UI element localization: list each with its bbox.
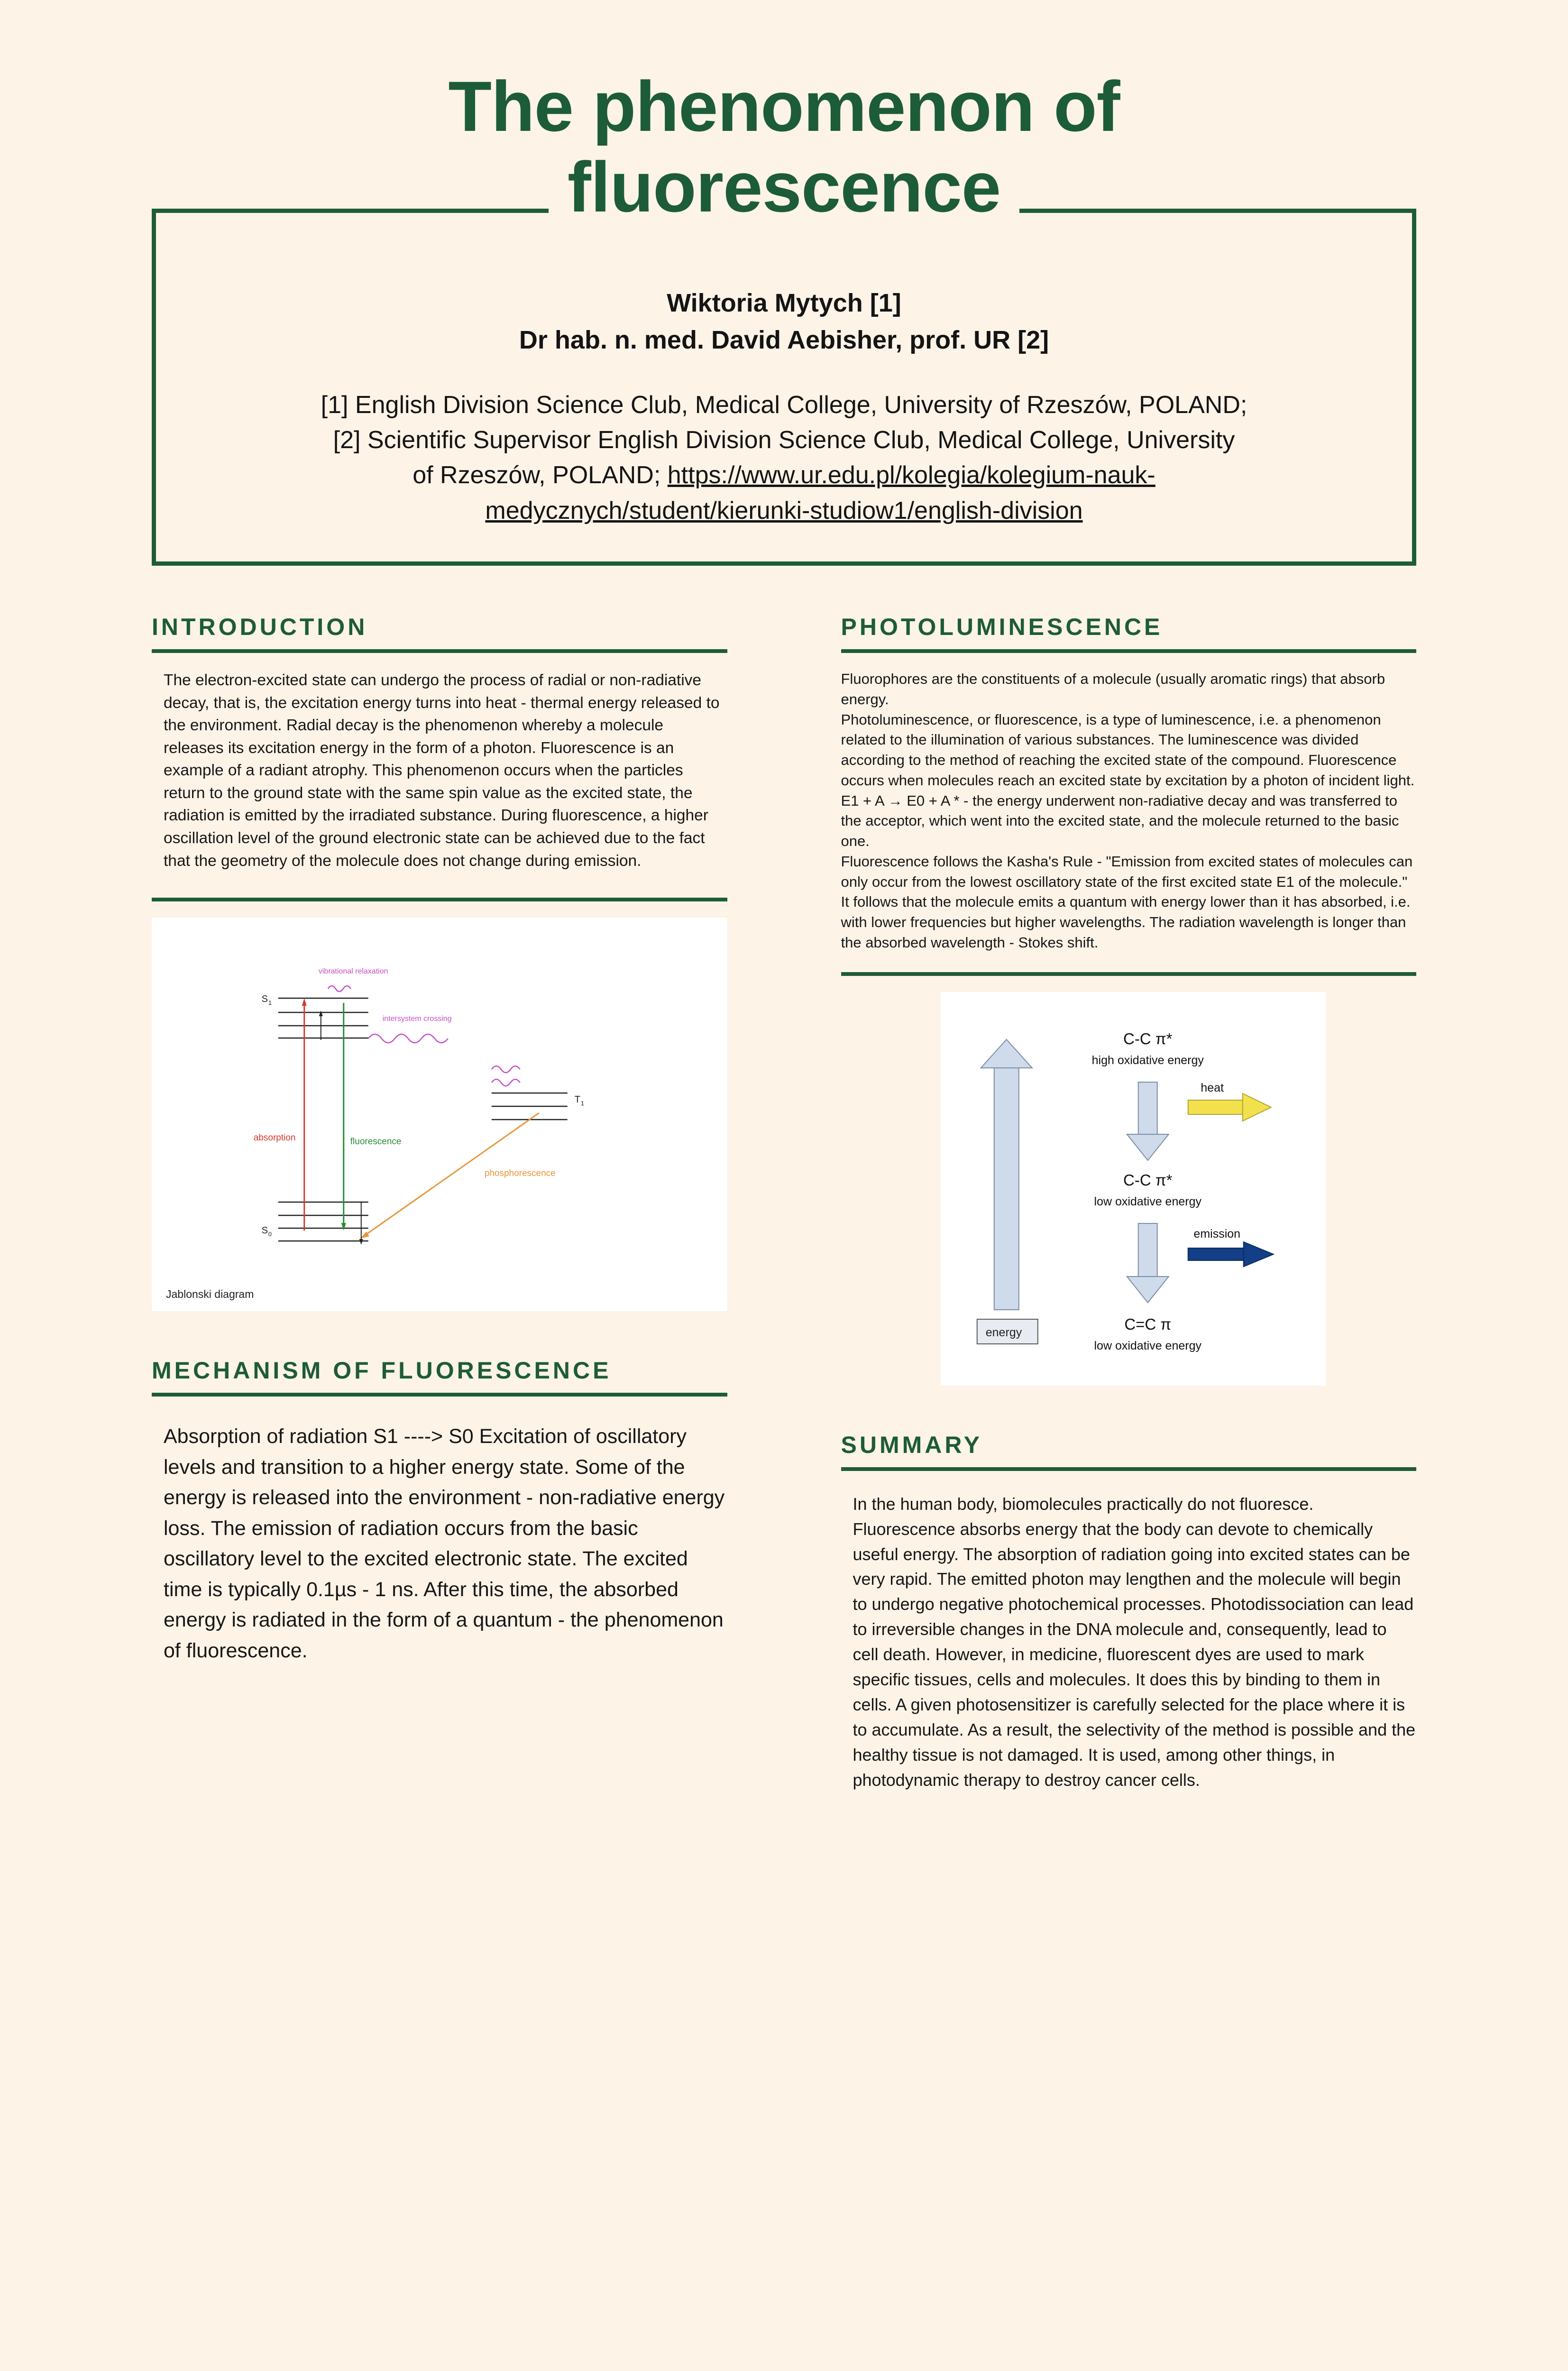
affiliation-line-1: [1] English Division Science Club, Medical College, University of Rzeszów, POLAND;: [321, 391, 1247, 419]
mechanism-rule: [152, 1393, 727, 1397]
left-figure-top-rule: [152, 898, 727, 901]
left-column: [152, 613, 784, 1793]
svg-text:S: S: [261, 1225, 268, 1236]
affiliation-url-part-2[interactable]: medycznych/student/kierunki-studiow1/english-division: [485, 496, 1083, 524]
poster-root: [0, 66, 1568, 2371]
svg-text:vibrational relaxation: vibrational relaxation: [318, 967, 388, 976]
energy-diagram-svg: [941, 992, 1327, 1386]
summary-heading: SUMMARY: [841, 1431, 982, 1458]
svg-text:C-C π*: C-C π*: [1123, 1171, 1172, 1189]
title-line-1: The phenomenon of: [429, 66, 1138, 147]
photoluminescence-rule: [841, 649, 1417, 653]
photoluminescence-paragraph: Fluorophores are the constituents of a molecule (usually aromatic rings) that absorb energy.: [841, 671, 1385, 708]
photoluminescence-paragraph: Photoluminescence, or fluorescence, is a type of luminescence, i.e. a phenomenon related to the illumination of various substances. The luminescence was divided according to the method of reaching the excited state of the compound. Fluorescence occurs when molecules reach an excited state by excitation by a photon of incident light.: [841, 711, 1415, 789]
affiliation-line-2: [2] Scientific Supervisor English Division Science Club, Medical College, University: [333, 426, 1235, 454]
right-column: [784, 613, 1417, 1793]
section-introduction: [152, 613, 727, 872]
jablonski-figure: [152, 918, 727, 1311]
svg-text:0: 0: [268, 1231, 272, 1238]
introduction-heading: INTRODUCTION: [152, 614, 368, 641]
photoluminescence-paragraph: It follows that the molecule emits a quantum with energy lower than it has absorbed, i.e. with lower frequencies but higher wavelengths. The radiation wavelength is longer than the absorbed wavelength - Stokes shift.: [841, 893, 1411, 951]
section-photoluminescence: [841, 613, 1417, 953]
affiliation-line-3: of Rzeszów, POLAND;: [413, 461, 668, 489]
jablonski-diagram-svg: [152, 918, 727, 1311]
svg-text:C=C π: C=C π: [1124, 1315, 1171, 1333]
header-box: [152, 66, 1416, 566]
svg-text:emission: emission: [1193, 1227, 1240, 1241]
svg-text:low oxidative energy: low oxidative energy: [1093, 1339, 1201, 1352]
svg-text:absorption: absorption: [253, 1133, 296, 1143]
svg-text:high oxidative energy: high oxidative energy: [1091, 1053, 1204, 1067]
svg-text:S: S: [261, 994, 268, 1005]
poster-header: [152, 66, 1416, 566]
mechanism-body: Absorption of radiation S1 ----> S0 Excitation of oscillatory levels and transition to a higher energy state. Some of the energy is released into the environment - non-radiative energy loss. The emission of radiation occurs from the basic oscillatory level to the excited electronic state. The excited time is typically 0.1µs - 1 ns. After this time, the absorbed energy is radiated in the form of a quantum - the phenomenon of fluorescence.: [164, 1425, 725, 1662]
svg-text:intersystem crossing: intersystem crossing: [382, 1015, 452, 1023]
section-mechanism: [152, 1357, 727, 1666]
author-line-1: Wiktoria Mytych [1]: [667, 289, 901, 317]
photoluminescence-body: [841, 669, 1417, 953]
title-line-2: fluorescence: [549, 147, 1019, 228]
svg-text:C-C π*: C-C π*: [1123, 1029, 1172, 1048]
photoluminescence-paragraph: E1 + A → E0 + A * - the energy underwent non-radiative decay and was transferred to the acceptor, which went into the excited state, and the molecule returned to the basic one.: [841, 792, 1399, 850]
svg-text:energy: energy: [985, 1325, 1022, 1339]
affiliations: [184, 387, 1384, 528]
summary-rule: [841, 1467, 1417, 1471]
content-columns: [152, 613, 1416, 1793]
svg-text:1: 1: [268, 999, 272, 1007]
introduction-body: The electron-excited state can undergo the process of radial or non-radiative decay, that is, the excitation energy turns into heat - thermal energy released to the environment. Radial decay is the phenomenon whereby a molecule releases its excitation energy in the form of a photon. Fluorescence is an example of a radiant atrophy. This phenomenon occurs when the particles return to the ground state with the same spin value as the excited state, the radiation is emitted by the irradiated substance. During fluorescence, a higher oscillation level of the ground electronic state can be achieved due to the fact that the geometry of the molecule does not change during emission.: [164, 671, 720, 870]
affiliation-url-part-1[interactable]: https://www.ur.edu.pl/kolegia/kolegium-nauk-: [667, 461, 1155, 489]
svg-text:1: 1: [580, 1100, 584, 1107]
page-title: [156, 66, 1412, 227]
summary-body: In the human body, biomolecules practically do not fluoresce. Fluorescence absorbs energy that the body can devote to chemically useful energy. The absorption of radiation going into excited states can be very rapid. The emitted photon may lengthen and the molecule will begin to undergo negative photochemical processes. Photodissociation can lead to irreversible changes in the DNA molecule and, consequently, lead to cell death. However, in medicine, fluorescent dyes are used to mark specific tissues, cells and molecules. It does this by binding to them in cells. A given photosensitizer is carefully selected for the place where it is to accumulate. As a result, the selectivity of the method is possible and the healthy tissue is not damaged. It is used, among other things, in photodynamic therapy to destroy cancer cells.: [853, 1494, 1416, 1790]
section-summary: [841, 1431, 1417, 1793]
svg-text:T: T: [574, 1094, 580, 1105]
svg-text:heat: heat: [1200, 1081, 1224, 1094]
svg-text:fluorescence: fluorescence: [350, 1137, 402, 1147]
photoluminescence-heading: PHOTOLUMINESCENCE: [841, 614, 1163, 641]
svg-text:phosphorescence: phosphorescence: [484, 1168, 556, 1179]
photoluminescence-paragraph: Fluorescence follows the Kasha's Rule - "Emission from excited states of molecules can only occur from the lowest oscillatory state of the first excited state E1 of the molecule.": [841, 853, 1413, 890]
author-line-2: Dr hab. n. med. David Aebisher, prof. UR [2]: [519, 326, 1049, 355]
jablonski-caption: Jablonski diagram: [166, 1288, 254, 1301]
right-figure-top-rule: [841, 972, 1417, 976]
mechanism-heading: MECHANISM OF FLUORESCENCE: [152, 1357, 612, 1384]
authors: [184, 285, 1384, 359]
svg-text:low oxidative energy: low oxidative energy: [1093, 1195, 1201, 1208]
energy-figure: [941, 992, 1327, 1386]
introduction-rule: [152, 649, 727, 653]
